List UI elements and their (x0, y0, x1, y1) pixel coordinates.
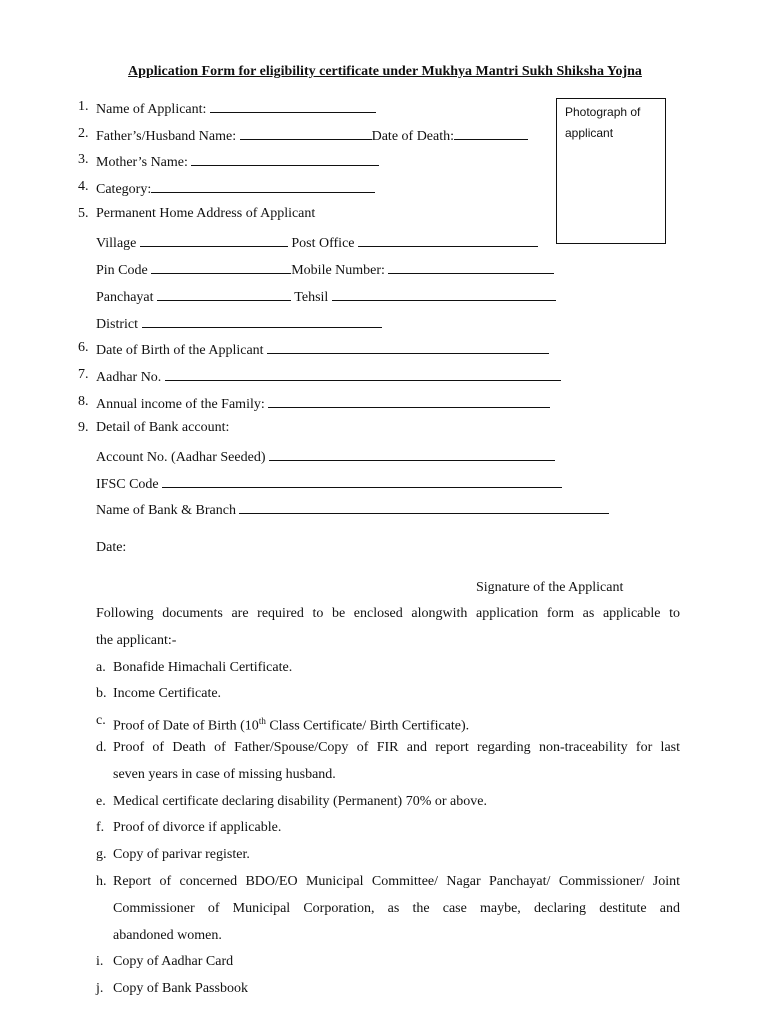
field-category (96, 179, 375, 195)
ifsc-code-blank[interactable] (162, 474, 562, 488)
date-of-birth-label: Date of Birth of the Applicant (96, 343, 264, 358)
category-label: Category: (96, 182, 152, 197)
doc-item-j: Copy of Bank Passbook (113, 981, 248, 996)
aadhar-no-label: Aadhar No. (96, 370, 162, 385)
photo-box-line-1: Photograph of (565, 105, 641, 119)
aadhar-no-blank[interactable] (165, 367, 561, 381)
doc-marker-d: d. (96, 740, 107, 755)
address-row-panchayat (96, 287, 556, 303)
field-annual-income (96, 394, 550, 410)
bank-branch-blank[interactable] (239, 500, 609, 514)
address-row-district (96, 314, 382, 330)
doc-marker-g: g. (96, 847, 107, 862)
account-no-blank[interactable] (269, 447, 555, 461)
doc-marker-h: h. (96, 874, 107, 889)
account-no-label: Account No. (Aadhar Seeded) (96, 450, 266, 465)
field-number-7: 7. (78, 367, 89, 382)
documents-intro-line-1: Following documents are required to be enclosed alongwith application form as applicable to (96, 606, 680, 621)
field-ifsc-code (96, 474, 562, 490)
field-number-2: 2. (78, 126, 89, 141)
pin-code-blank[interactable] (151, 260, 291, 274)
signature-label: Signature of the Applicant (476, 580, 624, 595)
bank-account-heading: Detail of Bank account: (96, 420, 230, 435)
field-number-3: 3. (78, 152, 89, 167)
date-of-birth-blank[interactable] (267, 340, 549, 354)
field-number-4: 4. (78, 179, 89, 194)
field-aadhar-no (96, 367, 561, 383)
field-number-5: 5. (78, 206, 89, 221)
doc-marker-a: a. (96, 660, 106, 675)
date-of-death-label: Date of Death: (371, 129, 455, 144)
field-account-no (96, 447, 555, 463)
ifsc-code-label: IFSC Code (96, 477, 159, 492)
field-date-of-birth (96, 340, 549, 356)
doc-marker-b: b. (96, 686, 107, 701)
annual-income-label: Annual income of the Family: (96, 397, 265, 412)
field-number-1: 1. (78, 99, 89, 114)
address-row-village (96, 233, 538, 249)
doc-item-c-post: Class Certificate/ Birth Certificate). (265, 718, 470, 734)
doc-marker-j: j. (96, 981, 104, 996)
tehsil-label: Tehsil (294, 290, 329, 305)
district-blank[interactable] (142, 314, 382, 328)
doc-marker-c: c. (96, 713, 106, 728)
category-blank[interactable] (151, 179, 375, 193)
field-number-8: 8. (78, 394, 89, 409)
field-number-9: 9. (78, 420, 89, 435)
doc-item-d-line-1: Proof of Death of Father/Spouse/Copy of FIR and report regarding non-traceability for last (113, 740, 680, 755)
doc-item-a: Bonafide Himachali Certificate. (113, 660, 293, 675)
permanent-address-heading: Permanent Home Address of Applicant (96, 206, 316, 221)
father-husband-name-label: Father’s/Husband Name: (96, 129, 237, 144)
doc-item-e: Medical certificate declaring disability (Permanent) 70% or above. (113, 794, 487, 809)
tehsil-blank[interactable] (332, 287, 556, 301)
name-of-applicant-blank[interactable] (210, 99, 376, 113)
village-label: Village (96, 236, 137, 251)
doc-item-i: Copy of Aadhar Card (113, 954, 234, 969)
post-office-blank[interactable] (358, 233, 538, 247)
doc-item-b: Income Certificate. (113, 686, 222, 701)
field-bank-branch (96, 500, 609, 516)
field-father-husband-name (96, 126, 528, 142)
village-blank[interactable] (140, 233, 288, 247)
name-of-applicant-label: Name of Applicant: (96, 102, 207, 117)
photo-box-line-2: applicant (565, 126, 614, 140)
panchayat-blank[interactable] (157, 287, 291, 301)
doc-item-c (113, 713, 470, 734)
annual-income-blank[interactable] (268, 394, 550, 408)
doc-marker-i: i. (96, 954, 104, 969)
field-mothers-name (96, 152, 379, 168)
mobile-number-label: Mobile Number: (291, 263, 385, 278)
doc-item-g: Copy of parivar register. (113, 847, 250, 862)
date-label: Date: (96, 540, 127, 555)
doc-item-h-line-3: abandoned women. (113, 928, 222, 943)
doc-item-h-line-1: Report of concerned BDO/EO Municipal Committee/ Nagar Panchayat/ Commissioner/ Joint (113, 874, 680, 889)
field-number-6: 6. (78, 340, 89, 355)
doc-item-c-pre: Proof of Date of Birth (10 (113, 718, 259, 734)
documents-intro-line-2: the applicant:- (96, 633, 177, 648)
doc-item-d-line-2: seven years in case of missing husband. (113, 767, 336, 782)
bank-branch-label: Name of Bank & Branch (96, 503, 236, 518)
doc-item-c-sup: th (258, 716, 266, 726)
pin-code-label: Pin Code (96, 263, 148, 278)
post-office-label: Post Office (291, 236, 355, 251)
photograph-box (556, 98, 666, 244)
father-husband-name-blank[interactable] (240, 126, 372, 140)
mothers-name-blank[interactable] (191, 152, 379, 166)
field-name-of-applicant (96, 99, 376, 115)
address-row-pin (96, 260, 554, 276)
mothers-name-label: Mother’s Name: (96, 155, 188, 170)
district-label: District (96, 317, 138, 332)
panchayat-label: Panchayat (96, 290, 154, 305)
mobile-number-blank[interactable] (388, 260, 554, 274)
form-title: Application Form for eligibility certificate under Mukhya Mantri Sukh Shiksha Yojna (128, 64, 642, 79)
doc-marker-f: f. (96, 820, 105, 835)
doc-item-h-line-2: Commissioner of Municipal Corporation, as the case maybe, declaring destitute and (113, 901, 680, 916)
date-of-death-blank[interactable] (454, 126, 528, 140)
doc-marker-e: e. (96, 794, 106, 809)
doc-item-f: Proof of divorce if applicable. (113, 820, 282, 835)
